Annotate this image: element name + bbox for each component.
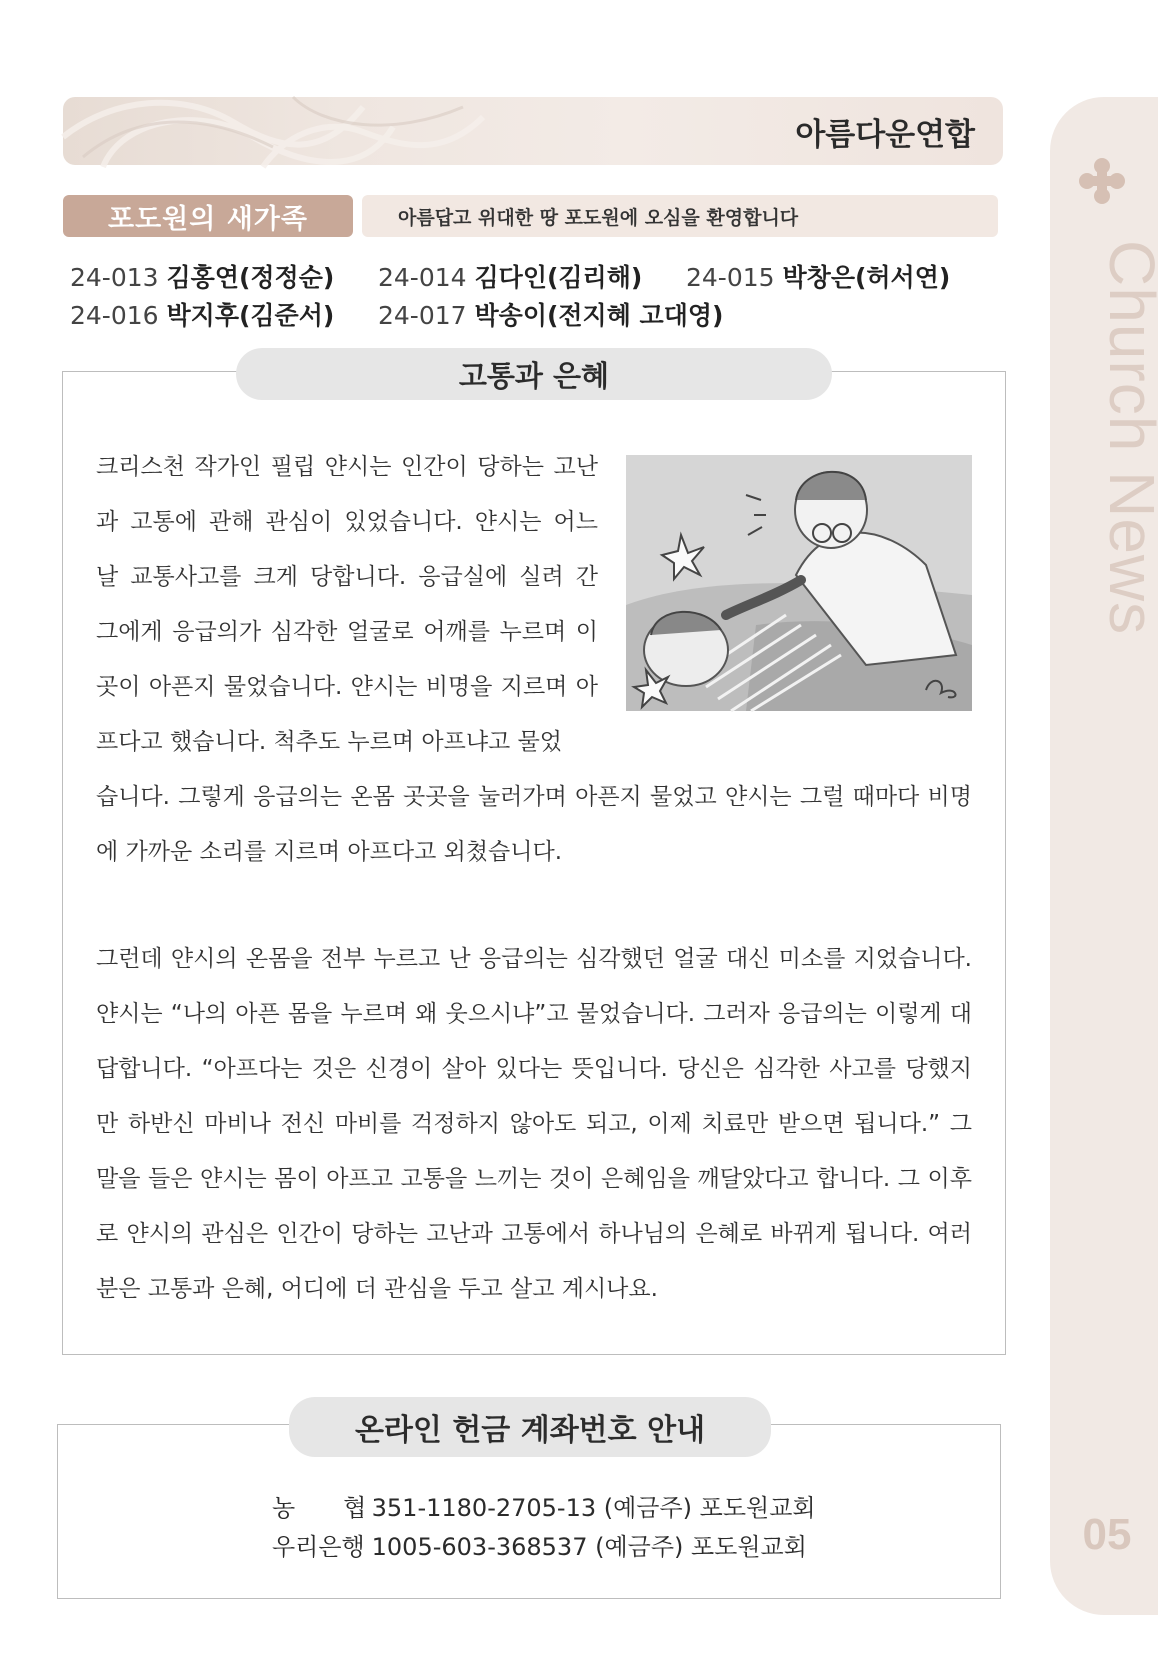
member-name: 박지후(김준서) — [166, 301, 335, 330]
member-entry — [686, 258, 950, 294]
article-title: 고통과 은혜 — [236, 348, 832, 400]
member-entry — [70, 296, 334, 332]
member-code: 24-017 — [378, 301, 467, 330]
member-code: 24-015 — [686, 263, 775, 292]
member-entry — [378, 258, 642, 294]
member-entry — [378, 296, 723, 332]
welcome-banner: 아름답고 위대한 땅 포도원에 오심을 환영합니다 — [362, 195, 998, 237]
member-name: 김다인(김리해) — [474, 263, 643, 292]
member-code: 24-016 — [70, 301, 159, 330]
doctor-patient-illustration-icon — [626, 455, 972, 711]
article-paragraph-1: 크리스천 작가인 필립 얀시는 인간이 당하는 고난과 고통에 관해 관심이 있었습니다. 얀시는 어느 날 교통사고를 크게 당합니다. 응급실에 실려 간 그에게 응급의가 심각한 얼굴로 어깨를 누르며 이곳이 아픈지 물었습니다. 얀시는 비명을 지르며 아프다고 했습니다. 척추도 누르며 아프냐고 물었 — [96, 454, 598, 755]
member-name: 김홍연(정정순) — [166, 263, 335, 292]
article-paragraph-1-continued: 습니다. 그렇게 응급의는 온몸 곳곳을 눌러가며 아픈지 물었고 얀시는 그럴 때마다 비명에 가까운 소리를 지르며 아프다고 외쳤습니다. — [96, 784, 972, 865]
page-number: 05 — [1082, 1510, 1132, 1559]
member-name: 박창은(허서연) — [782, 263, 951, 292]
member-code: 24-013 — [70, 263, 159, 292]
account-line — [272, 1488, 816, 1523]
cross-ornament-icon — [1077, 156, 1127, 206]
account-line — [272, 1527, 807, 1562]
account-detail: 1005-603-368537 (예금주) 포도원교회 — [371, 1533, 807, 1561]
new-family-tag: 포도원의 새가족 — [63, 195, 353, 237]
article-paragraph-2: 그런데 얀시의 온몸을 전부 누르고 난 응급의는 심각했던 얼굴 대신 미소를 지었습니다. 얀시는 “나의 아픈 몸을 누르며 왜 웃으시냐”고 물었습니다. 그러자 응급의는 이렇게 대답합니다. “아프다는 것은 신경이 살아 있다는 뜻입니다. 당신은 심각한 사고를 당했지만 하반신 마비나 전신 마비를 걱정하지 않아도 되고, 이제 치료만 받으면 됩니다.” 그 말을 들은 얀시는 몸이 아프고 고통을 느끼는 것이 은혜임을 깨달았다고 합니다. 그 이후로 얀시의 관심은 인간이 당하는 고난과 고통에서 하나님의 은혜로 바뀌게 됩니다. 여러분은 고통과 은혜, 어디에 더 관심을 두고 살고 계시나요. — [96, 946, 972, 1302]
account-bank: 농 협 — [272, 1494, 367, 1522]
account-bank: 우리은행 — [272, 1533, 365, 1561]
offering-title: 온라인 헌금 계좌번호 안내 — [289, 1397, 771, 1457]
side-section-label: Church News — [1096, 240, 1168, 636]
swirl-decoration-icon — [63, 97, 483, 165]
member-code: 24-014 — [378, 263, 467, 292]
member-entry — [70, 258, 334, 294]
header-title: 아름다운연합 — [795, 117, 975, 153]
member-name: 박송이(전지혜 고대영) — [474, 301, 724, 330]
header-band — [63, 97, 1003, 165]
account-detail: 351-1180-2705-13 (예금주) 포도원교회 — [371, 1494, 816, 1522]
